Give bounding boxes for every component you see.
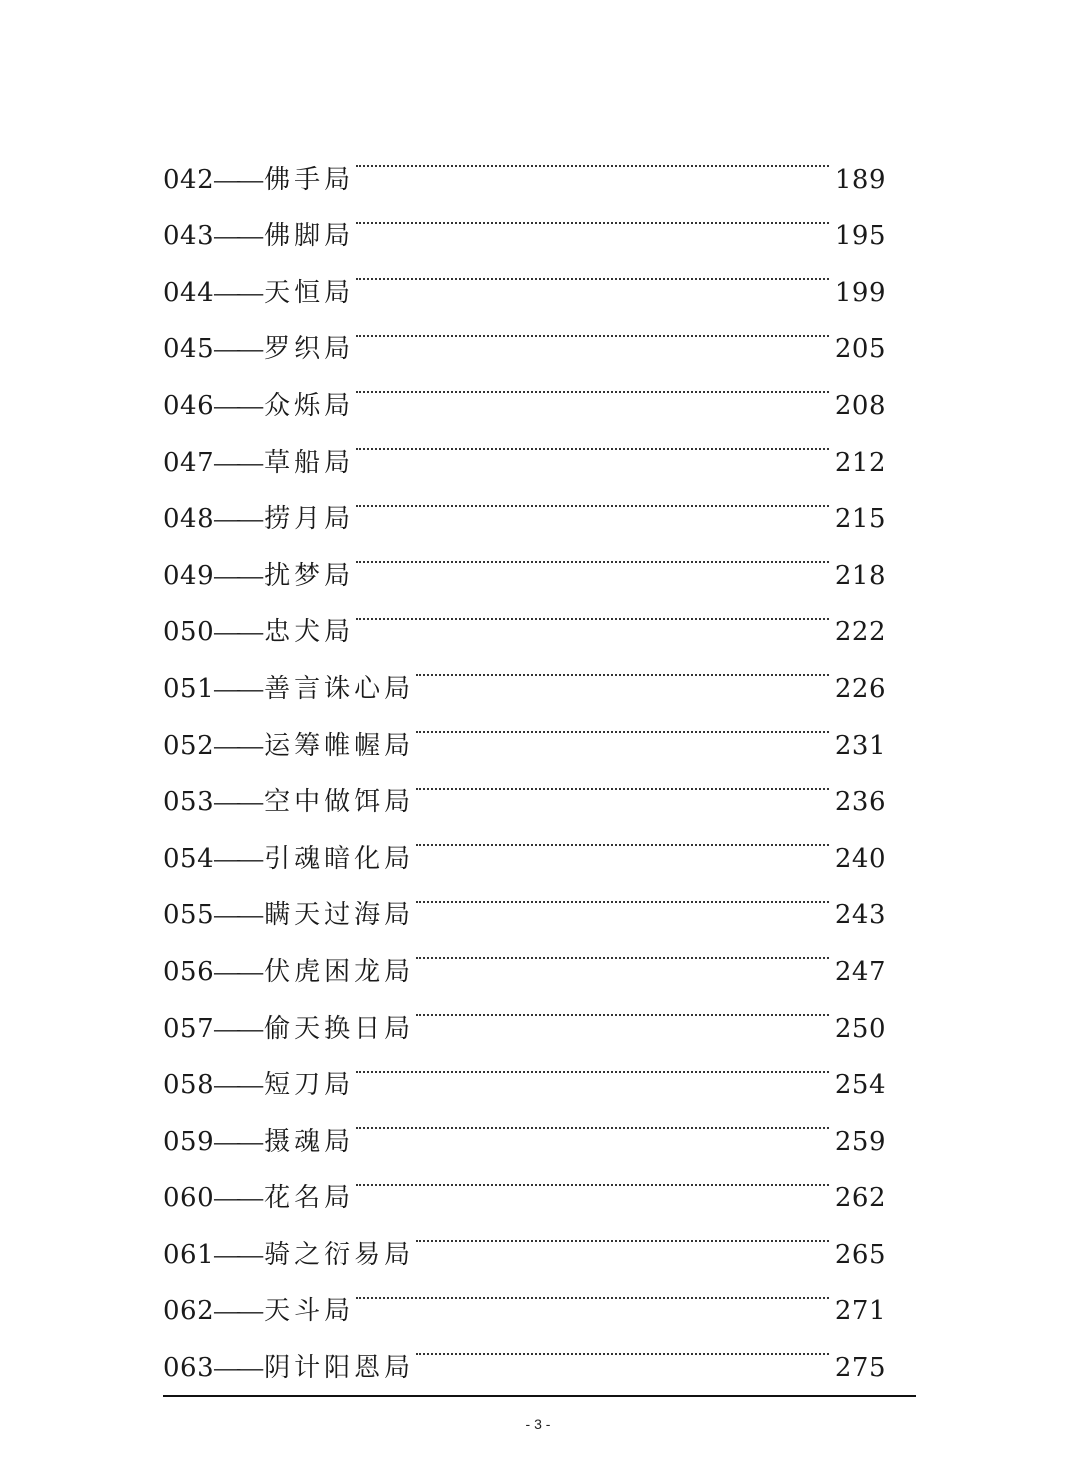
entry-page-number: 199	[834, 277, 886, 308]
entry-separator: ——	[214, 956, 261, 986]
entry-page-number: 250	[834, 1013, 886, 1044]
dot-leader	[356, 527, 829, 584]
entry-title: 天斗局	[264, 1296, 355, 1327]
entry-page-number: 205	[834, 334, 886, 365]
entry-number: 051	[163, 673, 215, 704]
entry-number: 046	[163, 390, 215, 421]
entry-title: 阴计阳恩局	[264, 1353, 415, 1384]
entry-title: 佛手局	[264, 164, 355, 195]
dot-leader	[416, 1319, 829, 1376]
dot-leader	[416, 923, 829, 980]
entry-number: 055	[163, 900, 215, 931]
entry-separator: ——	[214, 447, 261, 477]
entry-number: 049	[163, 560, 215, 591]
dot-leader	[356, 1037, 829, 1094]
dot-leader	[416, 640, 829, 697]
entry-number: 043	[163, 221, 215, 252]
entry-page-number: 195	[834, 221, 886, 252]
entry-page-number: 212	[834, 447, 886, 478]
dot-leader	[356, 1150, 829, 1207]
dot-leader	[356, 357, 829, 414]
entry-title: 捞月局	[264, 504, 355, 535]
entry-title: 伏虎困龙局	[264, 956, 415, 987]
dot-leader	[356, 471, 829, 528]
entry-separator: ——	[214, 1239, 261, 1269]
entry-title: 摄魂局	[264, 1126, 355, 1157]
entry-separator: ——	[214, 1183, 261, 1213]
dot-leader	[356, 301, 829, 358]
entry-number: 050	[163, 617, 215, 648]
dot-leader	[416, 980, 829, 1037]
table-of-contents	[163, 131, 886, 1384]
entry-page-number: 259	[834, 1126, 886, 1157]
entry-page-number: 243	[834, 900, 886, 931]
entry-title: 运筹帷幄局	[264, 730, 415, 761]
entry-number: 052	[163, 730, 215, 761]
entry-title: 引魂暗化局	[264, 843, 415, 874]
entry-number: 056	[163, 956, 215, 987]
dot-leader	[416, 697, 829, 754]
dot-leader	[416, 754, 829, 811]
entry-number: 053	[163, 787, 215, 818]
dot-leader	[356, 131, 829, 188]
toc-entry[interactable]	[163, 131, 886, 195]
entry-title: 罗织局	[264, 334, 355, 365]
entry-separator: ——	[214, 1126, 261, 1156]
entry-separator: ——	[214, 560, 261, 590]
entry-title: 善言诛心局	[264, 673, 415, 704]
entry-separator: ——	[214, 900, 261, 930]
entry-separator: ——	[214, 221, 261, 251]
entry-page-number: 254	[834, 1070, 886, 1101]
entry-separator: ——	[214, 1070, 261, 1100]
entry-number: 042	[163, 164, 215, 195]
footer-divider	[163, 1395, 916, 1397]
entry-title: 瞒天过海局	[264, 900, 415, 931]
entry-page-number: 231	[834, 730, 886, 761]
entry-number: 048	[163, 504, 215, 535]
entry-separator: ——	[214, 843, 261, 873]
dot-leader	[416, 1206, 829, 1263]
entry-page-number: 247	[834, 956, 886, 987]
entry-page-number: 265	[834, 1239, 886, 1270]
entry-title: 忠犬局	[264, 617, 355, 648]
entry-title: 扰梦局	[264, 560, 355, 591]
dot-leader	[416, 867, 829, 924]
dot-leader	[356, 188, 829, 245]
entry-page-number: 271	[834, 1296, 886, 1327]
entry-separator: ——	[214, 277, 261, 307]
entry-page-number: 240	[834, 843, 886, 874]
entry-number: 059	[163, 1126, 215, 1157]
entry-title: 空中做饵局	[264, 787, 415, 818]
entry-page-number: 222	[834, 617, 886, 648]
page-number: - 3 -	[525, 1416, 551, 1432]
entry-title: 骑之衍易局	[264, 1239, 415, 1270]
dot-leader	[356, 1263, 829, 1320]
entry-number: 063	[163, 1353, 215, 1384]
entry-separator: ——	[214, 617, 261, 647]
entry-page-number: 262	[834, 1183, 886, 1214]
entry-page-number: 215	[834, 504, 886, 535]
entry-number: 060	[163, 1183, 215, 1214]
entry-title: 花名局	[264, 1183, 355, 1214]
entry-separator: ——	[214, 1296, 261, 1326]
entry-number: 047	[163, 447, 215, 478]
entry-number: 062	[163, 1296, 215, 1327]
dot-leader	[356, 244, 829, 301]
entry-separator: ——	[214, 504, 261, 534]
dot-leader	[356, 584, 829, 641]
entry-number: 054	[163, 843, 215, 874]
entry-title: 偷天换日局	[264, 1013, 415, 1044]
entry-separator: ——	[214, 1353, 261, 1383]
entry-number: 061	[163, 1239, 215, 1270]
entry-title: 天恒局	[264, 277, 355, 308]
entry-page-number: 275	[834, 1353, 886, 1384]
entry-separator: ——	[214, 1013, 261, 1043]
entry-title: 佛脚局	[264, 221, 355, 252]
entry-page-number: 226	[834, 673, 886, 704]
entry-separator: ——	[214, 673, 261, 703]
entry-number: 058	[163, 1070, 215, 1101]
entry-separator: ——	[214, 164, 261, 194]
dot-leader	[356, 1093, 829, 1150]
entry-number: 045	[163, 334, 215, 365]
entry-number: 044	[163, 277, 215, 308]
entry-separator: ——	[214, 334, 261, 364]
entry-page-number: 208	[834, 390, 886, 421]
entry-title: 众烁局	[264, 390, 355, 421]
entry-number: 057	[163, 1013, 215, 1044]
entry-page-number: 218	[834, 560, 886, 591]
dot-leader	[416, 810, 829, 867]
entry-separator: ——	[214, 390, 261, 420]
dot-leader	[356, 414, 829, 471]
entry-page-number: 189	[834, 164, 886, 195]
entry-page-number: 236	[834, 787, 886, 818]
entry-title: 短刀局	[264, 1070, 355, 1101]
entry-separator: ——	[214, 787, 261, 817]
entry-separator: ——	[214, 730, 261, 760]
entry-title: 草船局	[264, 447, 355, 478]
